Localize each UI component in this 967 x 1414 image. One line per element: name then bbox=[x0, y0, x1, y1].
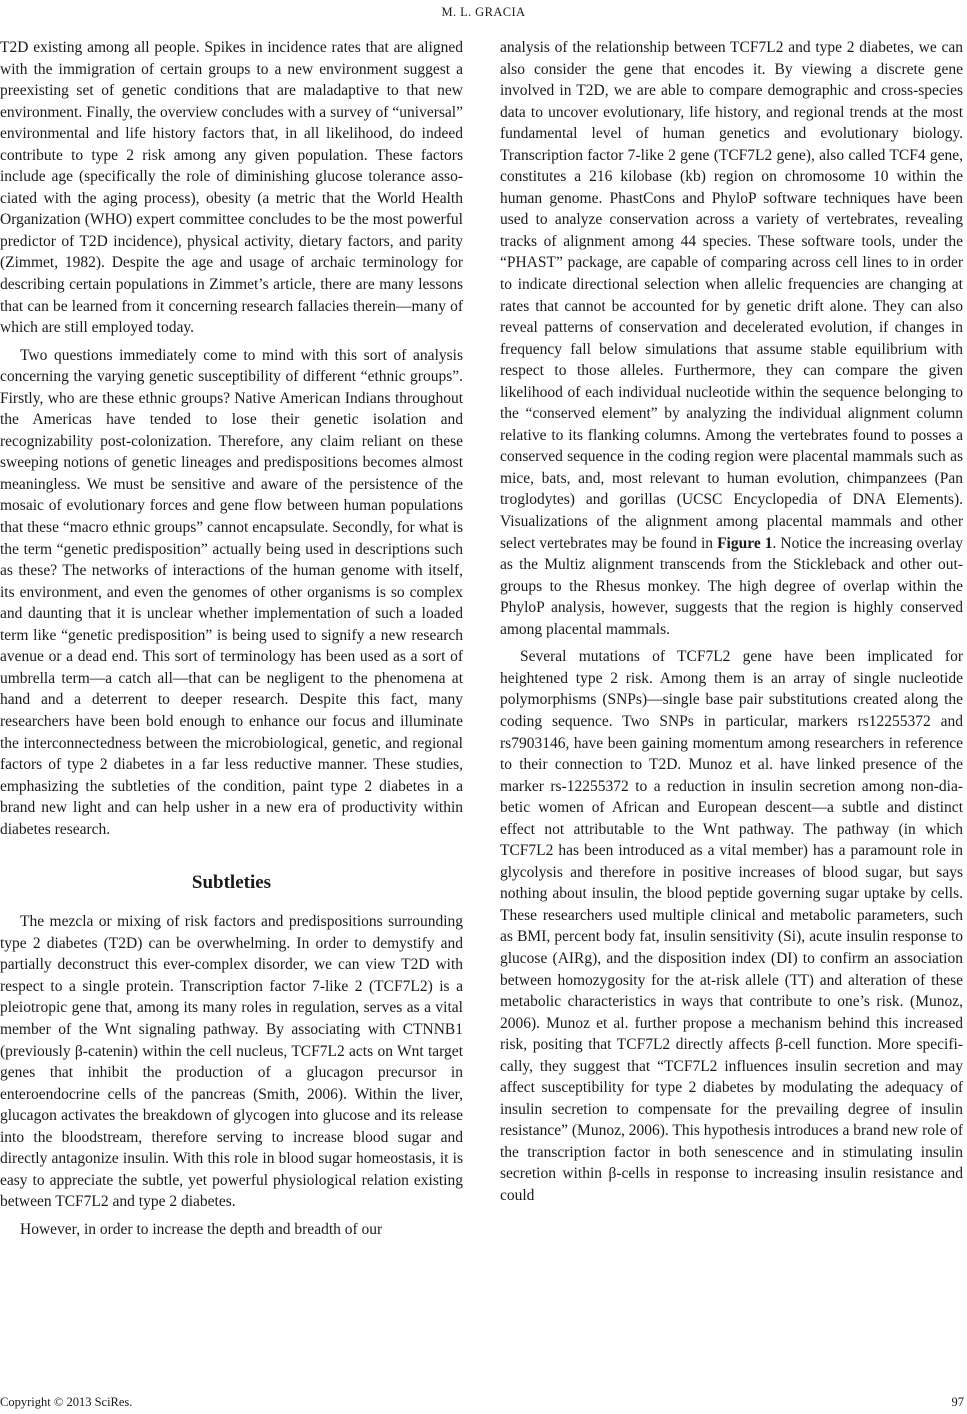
spacer bbox=[0, 840, 463, 855]
page-number: 97 bbox=[951, 1395, 964, 1409]
paragraph-text: . Notice the increasing overlay as the Multiz alignment transcends from the Stickleback and other out-groups to the Rhesus monkey. The high degree of overlap within the PhyloP analysis, however, suggests that the region is highly conserved among placental mammals. bbox=[500, 534, 963, 638]
figure-reference-link[interactable]: Figure 1 bbox=[717, 534, 773, 552]
paragraph: Several mutations of TCF7L2 gene have been implicated for heightened type 2 risk. Among them is an array of single nucleotide polymorphisms (SNPs)—single base pair substitutions created along the coding sequence. Two SNPs in particular, markers rs12255372 and rs7903146, have been gaining momentum among researchers in reference to their connection to T2D. Munoz et al. have linked presence of the marker rs-12255372 to a reduction in insulin secretion among non-diabetic women of African and European descent—a subtle and distinct effect not attributable to the Wnt pathway. The pathway (in which TCF7L2 has been introduced as a vital member) has a paramount role in glycolysis and therefore in positive increases of blood sugar, but says nothing about insulin, the blood peptide governing sugar uptake by cells. These researchers used multiple clinical and metabolic parameters, such as BMI, percent body fat, insulin sensitivity (Si), acute insulin response to glucose (AIRg), and the disposition index (DI) to confirm an association between homozygosity for the at-risk allele (TT) and alteration of these metabolic characteristics in ways that contribute to one’s risk. (Munoz, 2006). Munoz et al. further propose a mechanism behind this increased risk, positing that TCF7L2 directly affects β-cell function. More specifically, they suggest that “TCF7L2 influences insulin secretion and may affect susceptibility for type 2 diabetes by modulating the adequacy of insulin secretion to compensate for the prevailing degree of insulin resistance” (Munoz, 2006). This hypothesis introduces a brand new role of the transcription factor in both senescence and in stimulating insulin secretion within β-cells in response to increasing insulin resistance and could bbox=[500, 648, 963, 1204]
paragraph-text: analysis of the relationship between TCF7L2 and type 2 diabetes, we can also consider the gene that encodes it. By viewing a discrete gene involved in T2D, we are able to compare demographic and cross-species data to uncover evolutionary, life history, and regional trends at the most fundamental level of human genetics and evolutionary biology. Transcription factor 7-like 2 gene (TCF7L2 gene), also called TCF4 gene, constitutes a 216 kilobase (kb) region on chromosome 10 within the human genome. PhastCons and PhyloP software techniques have been used to analyze conservation across a variety of vertebrates, revealing tracks of alignment among 44 species. These software tools, under the “PHAST” package, are capable of comparing across cell lines to in order to indicate directional selection when allelic frequencies are changing at rates that cannot be accounted for by genetic drift alone. They can also reveal patterns of conservation and decelerated evolution, if changes in frequency fall below simulations that assume stable equilibrium with respect to those alleles. Furthermore, they can compare the given likelihood of each individual nucleotide within the sequence belonging to the “conserved element” by analyzing the individual alignment column relative to its flanking columns. Among the vertebrates found to posses a conserved sequence in the coding region were placental mammals such as mice, bats, and, most relevant to human evolution, chimpanzees (Pan troglodytes) and gorillas (UCSC Encyclopedia of DNA Elements). Visualizations of the alignment among placental mammals and other select vertebrates may be found in bbox=[500, 39, 963, 552]
right-column bbox=[500, 37, 963, 1207]
running-head: M. L. GRACIA bbox=[441, 5, 526, 19]
section-heading-subtleties: Subtleties bbox=[191, 872, 272, 894]
paragraph: However, in order to increase the depth and breadth of our bbox=[20, 1220, 383, 1238]
paragraph: T2D existing among all people. Spikes in incidence rates that are aligned with the immigration of certain groups to a new environment suggest a preexisting set of genetic conditions that are maladaptive to that new environment. Finally, the overview concludes with a survey of “universal” environmental and life history factors that, in all likelihood, do indeed contribute to type 2 risk among any given population. These factors include age (specifically the role of diminishing glucose tolerance associated with the aging process), obesity (a metric that the World Health Organization (WHO) expert committee concludes to be the most powerful predictor of T2D incidence), physical activity, dietary factors, and parity (Zimmet, 1982). Despite the age and usage of archaic terminology for describing certain populations in Zimmet’s article, there are many lessons that can be learned from it concerning research fallacies therein—many of which are still employed today. bbox=[0, 39, 463, 337]
paragraph: The mezcla or mixing of risk factors and predispositions surrounding type 2 diabetes (T2D) can be overwhelming. In order to demystify and partially deconstruct this ever-complex disorder, we can view T2D with respect to a single protein. Transcription factor 7-like 2 (TCF7L2) is a pleiotropic gene that, among its many roles in regulation, serves as a vital member of the Wnt signaling pathway. By associating with CTNNB1 (previously β-catenin) within the cell nucleus, TCF7L2 acts on Wnt target genes that inhibit the production of a glucagon precursor in enteroendocrine cells of the pancreas (Smith, 2006). Within the liver, glucagon activates the breakdown of glycogen into glucose and its release into the bloodstream, therefore serving to increase blood sugar and directly antagonize insulin. With this role in blood sugar homeostasis, it is easy to appreciate the subtle, yet powerful physiological relation existing between TCF7L2 and type 2 diabetes. bbox=[0, 913, 463, 1211]
paragraph bbox=[500, 37, 963, 640]
footer-copyright: Copyright © 2013 SciRes. bbox=[0, 1395, 133, 1409]
paragraph: Two questions immediately come to mind with this sort of analysis concerning the varying genetic susceptibility of different “ethnic groups”. Firstly, who are these ethnic groups? Native American Indians throughout the Americas have tended to lose their genetic isolation and recognizability post-colonization. Therefore, any claim reliant on these sweeping notions of genetic lineages and predispositions becomes almost meaningless. We must be sensitive and aware of the persistence of the mosaic of evolutionary forces and gene flow between human populations that these “macro ethnic groups” cannot encapsulate. Secondly, for what is the term “genetic predisposition” actually being used in descriptions such as these? The networks of interactions of the human genome with itself, its environment, and even the genomes of other organisms is so complex and daunting that it is unclear whether implementation of such a loaded term like “genetic predisposition” is being used to signify a new research avenue or a dead end. This sort of terminology has been used as a sort of umbrella term—a catch all—that can be negligent to the phenomena at hand and a deterrent to deeper research. Despite this fact, many researchers have been bold enough to enhance our focus and illuminate the interconnectedness between the microbiological, genetic, and regional factors of type 2 diabetes in a far less reductive manner. These studies, emphasizing the subtleties of the condition, paint type 2 diabetes in a brand new light and can help usher in a new era of productivity within diabetes research. bbox=[0, 346, 463, 838]
left-column bbox=[0, 37, 463, 1240]
